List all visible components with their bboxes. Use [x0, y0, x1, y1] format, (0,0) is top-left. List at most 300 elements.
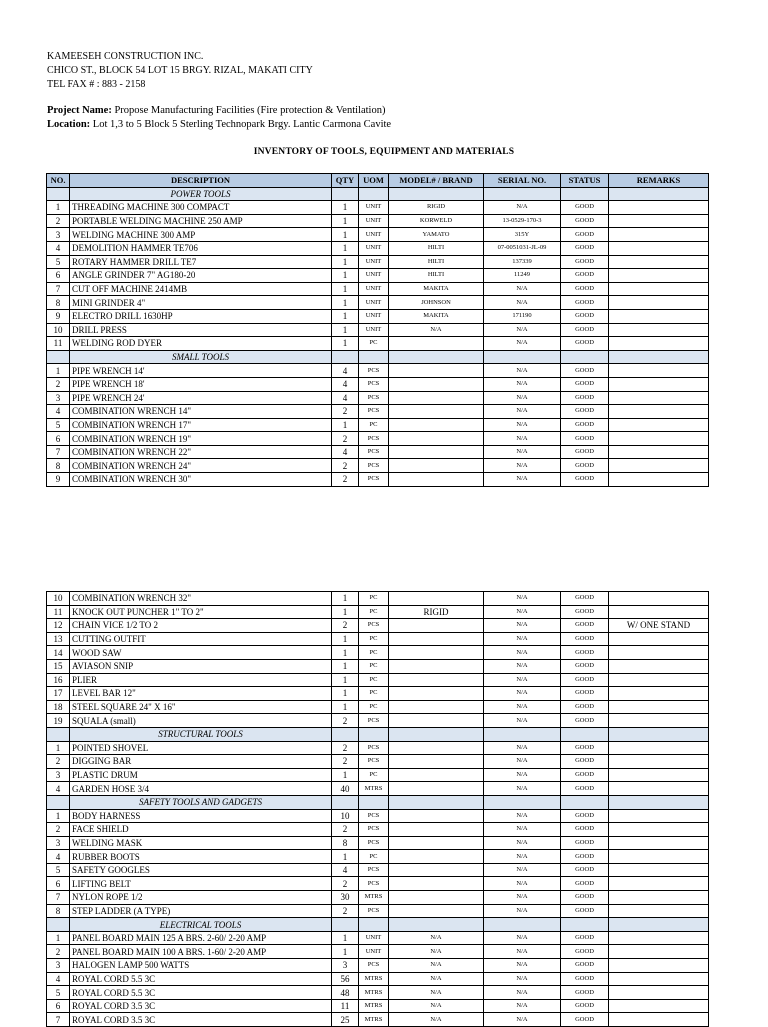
table-row — [47, 214, 709, 228]
cell-status: GOOD — [561, 364, 609, 378]
cell-serial: N/A — [484, 296, 561, 310]
project-name-label: Project Name: — [47, 105, 112, 116]
section-serial-cell — [484, 918, 561, 932]
cell-status: GOOD — [561, 959, 609, 973]
cell-serial: N/A — [484, 632, 561, 646]
cell-remarks — [609, 269, 709, 283]
cell-uom: UNIT — [359, 241, 389, 255]
document-title: INVENTORY OF TOOLS, EQUIPMENT AND MATERIALS — [253, 147, 515, 157]
col-header-qty: QTY — [332, 174, 359, 188]
cell-description: POINTED SHOVEL — [70, 741, 332, 755]
cell-model — [389, 782, 484, 796]
table-row — [47, 459, 709, 473]
cell-qty: 1 — [332, 228, 359, 242]
cell-status: GOOD — [561, 931, 609, 945]
cell-no: 7 — [47, 891, 70, 905]
cell-no: 6 — [47, 269, 70, 283]
cell-status: GOOD — [561, 309, 609, 323]
section-model-cell — [389, 918, 484, 932]
cell-status: GOOD — [561, 255, 609, 269]
cell-description: DIGGING BAR — [70, 755, 332, 769]
cell-remarks — [609, 891, 709, 905]
cell-description: AVIASON SNIP — [70, 659, 332, 673]
cell-uom: PC — [359, 605, 389, 619]
cell-remarks — [609, 850, 709, 864]
section-no-cell — [47, 350, 70, 364]
table-row — [47, 405, 709, 419]
cell-no: 19 — [47, 714, 70, 728]
cell-qty: 2 — [332, 432, 359, 446]
cell-remarks — [609, 473, 709, 487]
table-row — [47, 782, 709, 796]
cell-qty: 1 — [332, 214, 359, 228]
cell-model — [389, 337, 484, 351]
cell-model: N/A — [389, 1013, 484, 1027]
cell-qty: 3 — [332, 959, 359, 973]
cell-qty: 1 — [332, 605, 359, 619]
section-uom-cell — [359, 187, 389, 201]
cell-remarks: W/ ONE STAND — [609, 619, 709, 633]
cell-serial: N/A — [484, 391, 561, 405]
cell-description: SAFETY GOOGLES — [70, 863, 332, 877]
table-row — [47, 377, 709, 391]
cell-no: 4 — [47, 241, 70, 255]
cell-uom: UNIT — [359, 214, 389, 228]
cell-remarks — [609, 768, 709, 782]
cell-serial: N/A — [484, 337, 561, 351]
cell-model — [389, 687, 484, 701]
cell-serial: N/A — [484, 931, 561, 945]
table-row — [47, 755, 709, 769]
table-body — [47, 187, 709, 486]
cell-model — [389, 377, 484, 391]
inventory-table-page2 — [46, 591, 709, 1027]
cell-qty: 2 — [332, 405, 359, 419]
table-row — [47, 741, 709, 755]
cell-serial: N/A — [484, 445, 561, 459]
cell-qty: 1 — [332, 418, 359, 432]
cell-model — [389, 473, 484, 487]
cell-no: 1 — [47, 201, 70, 215]
cell-uom: PCS — [359, 364, 389, 378]
cell-model: KORWELD — [389, 214, 484, 228]
cell-status: GOOD — [561, 418, 609, 432]
cell-model: N/A — [389, 972, 484, 986]
cell-serial: N/A — [484, 405, 561, 419]
section-row — [47, 350, 709, 364]
cell-status: GOOD — [561, 337, 609, 351]
cell-description: RUBBER BOOTS — [70, 850, 332, 864]
table-row — [47, 201, 709, 215]
cell-status: GOOD — [561, 282, 609, 296]
section-status-cell — [561, 187, 609, 201]
cell-serial: N/A — [484, 459, 561, 473]
cell-remarks — [609, 418, 709, 432]
cell-qty: 1 — [332, 241, 359, 255]
cell-description: PANEL BOARD MAIN 125 A BRS. 2-60/ 2-20 AMP — [70, 931, 332, 945]
cell-model — [389, 418, 484, 432]
section-title: STRUCTURAL TOOLS — [70, 727, 332, 741]
cell-model — [389, 836, 484, 850]
cell-uom: MTRS — [359, 891, 389, 905]
table-row — [47, 809, 709, 823]
section-serial-cell — [484, 350, 561, 364]
project-name-line — [47, 104, 391, 118]
cell-uom: UNIT — [359, 255, 389, 269]
cell-no: 5 — [47, 863, 70, 877]
cell-status: GOOD — [561, 945, 609, 959]
cell-qty: 2 — [332, 619, 359, 633]
cell-model — [389, 904, 484, 918]
cell-qty: 1 — [332, 323, 359, 337]
cell-model: HILTI — [389, 241, 484, 255]
cell-remarks — [609, 459, 709, 473]
section-qty-cell — [332, 795, 359, 809]
cell-uom: UNIT — [359, 931, 389, 945]
cell-no: 8 — [47, 296, 70, 310]
section-model-cell — [389, 187, 484, 201]
cell-uom: PC — [359, 592, 389, 606]
cell-status: GOOD — [561, 473, 609, 487]
cell-remarks — [609, 632, 709, 646]
table-row — [47, 891, 709, 905]
cell-qty: 1 — [332, 632, 359, 646]
section-title: SAFETY TOOLS AND GADGETS — [70, 795, 332, 809]
cell-description: BODY HARNESS — [70, 809, 332, 823]
cell-no: 17 — [47, 687, 70, 701]
cell-uom: MTRS — [359, 1013, 389, 1027]
cell-uom: UNIT — [359, 296, 389, 310]
cell-qty: 4 — [332, 391, 359, 405]
cell-uom: MTRS — [359, 782, 389, 796]
cell-no: 4 — [47, 405, 70, 419]
cell-remarks — [609, 673, 709, 687]
cell-uom: PCS — [359, 809, 389, 823]
cell-model — [389, 405, 484, 419]
cell-serial: N/A — [484, 999, 561, 1013]
inventory-table-page1 — [46, 173, 709, 487]
cell-status: GOOD — [561, 391, 609, 405]
cell-remarks — [609, 863, 709, 877]
cell-remarks — [609, 337, 709, 351]
cell-qty: 56 — [332, 972, 359, 986]
table-row — [47, 445, 709, 459]
project-info — [47, 104, 391, 132]
cell-uom: PCS — [359, 904, 389, 918]
cell-serial: N/A — [484, 755, 561, 769]
section-model-cell — [389, 727, 484, 741]
section-row — [47, 918, 709, 932]
section-serial-cell — [484, 795, 561, 809]
cell-serial: N/A — [484, 364, 561, 378]
table-row — [47, 364, 709, 378]
cell-status: GOOD — [561, 986, 609, 1000]
cell-description: PLIER — [70, 673, 332, 687]
cell-no: 4 — [47, 972, 70, 986]
section-row — [47, 727, 709, 741]
section-no-cell — [47, 918, 70, 932]
cell-status: GOOD — [561, 1013, 609, 1027]
cell-description: PANEL BOARD MAIN 100 A BRS. 1-60/ 2-20 AMP — [70, 945, 332, 959]
cell-serial: N/A — [484, 891, 561, 905]
cell-qty: 4 — [332, 364, 359, 378]
cell-no: 2 — [47, 377, 70, 391]
table-row — [47, 836, 709, 850]
cell-status: GOOD — [561, 377, 609, 391]
cell-qty: 1 — [332, 296, 359, 310]
section-status-cell — [561, 795, 609, 809]
cell-description: DRILL PRESS — [70, 323, 332, 337]
cell-description: ELECTRO DRILL 1630HP — [70, 309, 332, 323]
col-header-remarks: REMARKS — [609, 174, 709, 188]
cell-serial: 137339 — [484, 255, 561, 269]
cell-no: 5 — [47, 255, 70, 269]
cell-description: ANGLE GRINDER 7" AG180-20 — [70, 269, 332, 283]
cell-uom: UNIT — [359, 945, 389, 959]
cell-model — [389, 877, 484, 891]
cell-uom: PC — [359, 700, 389, 714]
cell-description: COMBINATION WRENCH 24" — [70, 459, 332, 473]
section-model-cell — [389, 795, 484, 809]
cell-status: GOOD — [561, 214, 609, 228]
cell-uom: PCS — [359, 755, 389, 769]
cell-status: GOOD — [561, 405, 609, 419]
cell-qty: 40 — [332, 782, 359, 796]
cell-remarks — [609, 432, 709, 446]
cell-status: GOOD — [561, 592, 609, 606]
table-row — [47, 904, 709, 918]
cell-no: 9 — [47, 473, 70, 487]
project-name-value: Propose Manufacturing Facilities (Fire protection & Ventilation) — [114, 105, 386, 116]
section-row — [47, 795, 709, 809]
cell-no: 18 — [47, 700, 70, 714]
cell-remarks — [609, 659, 709, 673]
table-row — [47, 337, 709, 351]
cell-description: ROYAL CORD 5.5 3C — [70, 972, 332, 986]
cell-no: 4 — [47, 782, 70, 796]
cell-uom: PCS — [359, 877, 389, 891]
cell-description: PIPE WRENCH 18' — [70, 377, 332, 391]
cell-no: 1 — [47, 364, 70, 378]
cell-model: N/A — [389, 986, 484, 1000]
cell-status: GOOD — [561, 619, 609, 633]
cell-remarks — [609, 904, 709, 918]
cell-qty: 1 — [332, 269, 359, 283]
cell-serial: N/A — [484, 619, 561, 633]
section-qty-cell — [332, 350, 359, 364]
cell-model — [389, 768, 484, 782]
cell-model: MAKITA — [389, 282, 484, 296]
cell-no: 13 — [47, 632, 70, 646]
cell-model — [389, 863, 484, 877]
cell-no: 8 — [47, 459, 70, 473]
cell-description: LEVEL BAR 12" — [70, 687, 332, 701]
section-serial-cell — [484, 187, 561, 201]
cell-model: HILTI — [389, 269, 484, 283]
cell-remarks — [609, 945, 709, 959]
cell-status: GOOD — [561, 687, 609, 701]
table-row — [47, 673, 709, 687]
cell-no: 4 — [47, 850, 70, 864]
section-no-cell — [47, 727, 70, 741]
cell-no: 11 — [47, 337, 70, 351]
cell-status: GOOD — [561, 972, 609, 986]
section-uom-cell — [359, 727, 389, 741]
cell-remarks — [609, 255, 709, 269]
section-qty-cell — [332, 727, 359, 741]
cell-remarks — [609, 877, 709, 891]
cell-serial: 13-0529-170-3 — [484, 214, 561, 228]
cell-status: GOOD — [561, 863, 609, 877]
cell-no: 10 — [47, 592, 70, 606]
cell-remarks — [609, 741, 709, 755]
section-no-cell — [47, 795, 70, 809]
table-row — [47, 863, 709, 877]
table-row — [47, 255, 709, 269]
cell-serial: N/A — [484, 768, 561, 782]
table-row — [47, 986, 709, 1000]
table-row — [47, 823, 709, 837]
cell-uom: PC — [359, 687, 389, 701]
cell-serial: N/A — [484, 782, 561, 796]
cell-serial: N/A — [484, 432, 561, 446]
cell-uom: PCS — [359, 445, 389, 459]
table-row — [47, 999, 709, 1013]
cell-description: FACE SHIELD — [70, 823, 332, 837]
cell-description: THREADING MACHINE 300 COMPACT — [70, 201, 332, 215]
cell-qty: 48 — [332, 986, 359, 1000]
cell-model — [389, 659, 484, 673]
cell-serial: N/A — [484, 809, 561, 823]
cell-qty: 1 — [332, 687, 359, 701]
cell-remarks — [609, 755, 709, 769]
section-model-cell — [389, 350, 484, 364]
cell-status: GOOD — [561, 673, 609, 687]
cell-uom: PCS — [359, 836, 389, 850]
cell-uom: PC — [359, 659, 389, 673]
cell-uom: PC — [359, 646, 389, 660]
cell-model — [389, 632, 484, 646]
cell-description: COMBINATION WRENCH 19" — [70, 432, 332, 446]
cell-status: GOOD — [561, 269, 609, 283]
cell-no: 16 — [47, 673, 70, 687]
cell-serial: N/A — [484, 646, 561, 660]
cell-status: GOOD — [561, 605, 609, 619]
cell-description: CUTTING OUTFIT — [70, 632, 332, 646]
cell-qty: 1 — [332, 700, 359, 714]
section-uom-cell — [359, 795, 389, 809]
cell-qty: 1 — [332, 309, 359, 323]
cell-no: 8 — [47, 904, 70, 918]
cell-serial: N/A — [484, 986, 561, 1000]
cell-no: 5 — [47, 986, 70, 1000]
cell-description: GARDEN HOSE 3/4 — [70, 782, 332, 796]
table-row — [47, 269, 709, 283]
cell-no: 3 — [47, 836, 70, 850]
company-address: CHICO ST., BLOCK 54 LOT 15 BRGY. RIZAL, MAKATI CITY — [47, 65, 313, 76]
cell-serial: 315Y — [484, 228, 561, 242]
cell-description: STEP LADDER (A TYPE) — [70, 904, 332, 918]
cell-remarks — [609, 972, 709, 986]
cell-qty: 1 — [332, 673, 359, 687]
cell-description: SQUALA (small) — [70, 714, 332, 728]
cell-no: 2 — [47, 823, 70, 837]
cell-model: JOHNSON — [389, 296, 484, 310]
cell-qty: 1 — [332, 646, 359, 660]
cell-status: GOOD — [561, 741, 609, 755]
cell-status: GOOD — [561, 768, 609, 782]
cell-no: 3 — [47, 391, 70, 405]
cell-model — [389, 891, 484, 905]
cell-description: MINI GRINDER 4" — [70, 296, 332, 310]
cell-serial: N/A — [484, 741, 561, 755]
cell-status: GOOD — [561, 823, 609, 837]
cell-description: CHAIN VICE 1/2 TO 2 — [70, 619, 332, 633]
cell-qty: 4 — [332, 377, 359, 391]
cell-remarks — [609, 214, 709, 228]
section-no-cell — [47, 187, 70, 201]
table-row — [47, 1013, 709, 1027]
cell-remarks — [609, 296, 709, 310]
table-row — [47, 659, 709, 673]
table-row — [47, 687, 709, 701]
table-row — [47, 945, 709, 959]
cell-qty: 2 — [332, 755, 359, 769]
cell-serial: N/A — [484, 418, 561, 432]
cell-serial: N/A — [484, 863, 561, 877]
cell-description: HALOGEN LAMP 500 WATTS — [70, 959, 332, 973]
cell-uom: PC — [359, 632, 389, 646]
table-row — [47, 877, 709, 891]
table-row — [47, 768, 709, 782]
cell-qty: 25 — [332, 1013, 359, 1027]
cell-serial: N/A — [484, 850, 561, 864]
company-name: KAMEESEH CONSTRUCTION INC. — [47, 51, 204, 62]
cell-serial: N/A — [484, 605, 561, 619]
cell-status: GOOD — [561, 228, 609, 242]
cell-serial: 171190 — [484, 309, 561, 323]
section-row — [47, 187, 709, 201]
cell-qty: 2 — [332, 877, 359, 891]
cell-model — [389, 809, 484, 823]
cell-no: 7 — [47, 445, 70, 459]
cell-description: ROYAL CORD 3.5 3C — [70, 999, 332, 1013]
cell-serial: N/A — [484, 659, 561, 673]
cell-status: GOOD — [561, 809, 609, 823]
cell-status: GOOD — [561, 296, 609, 310]
cell-model — [389, 459, 484, 473]
table-row — [47, 391, 709, 405]
cell-model: YAMATO — [389, 228, 484, 242]
cell-serial: N/A — [484, 201, 561, 215]
cell-remarks — [609, 700, 709, 714]
cell-serial: N/A — [484, 959, 561, 973]
cell-qty: 1 — [332, 282, 359, 296]
cell-serial: N/A — [484, 700, 561, 714]
cell-qty: 1 — [332, 931, 359, 945]
cell-remarks — [609, 201, 709, 215]
cell-status: GOOD — [561, 714, 609, 728]
cell-description: CUT OFF MACHINE 2414MB — [70, 282, 332, 296]
cell-qty: 2 — [332, 459, 359, 473]
cell-model: N/A — [389, 959, 484, 973]
cell-qty: 1 — [332, 337, 359, 351]
cell-model — [389, 592, 484, 606]
cell-status: GOOD — [561, 850, 609, 864]
cell-serial: N/A — [484, 592, 561, 606]
cell-no: 12 — [47, 619, 70, 633]
cell-model: MAKITA — [389, 309, 484, 323]
